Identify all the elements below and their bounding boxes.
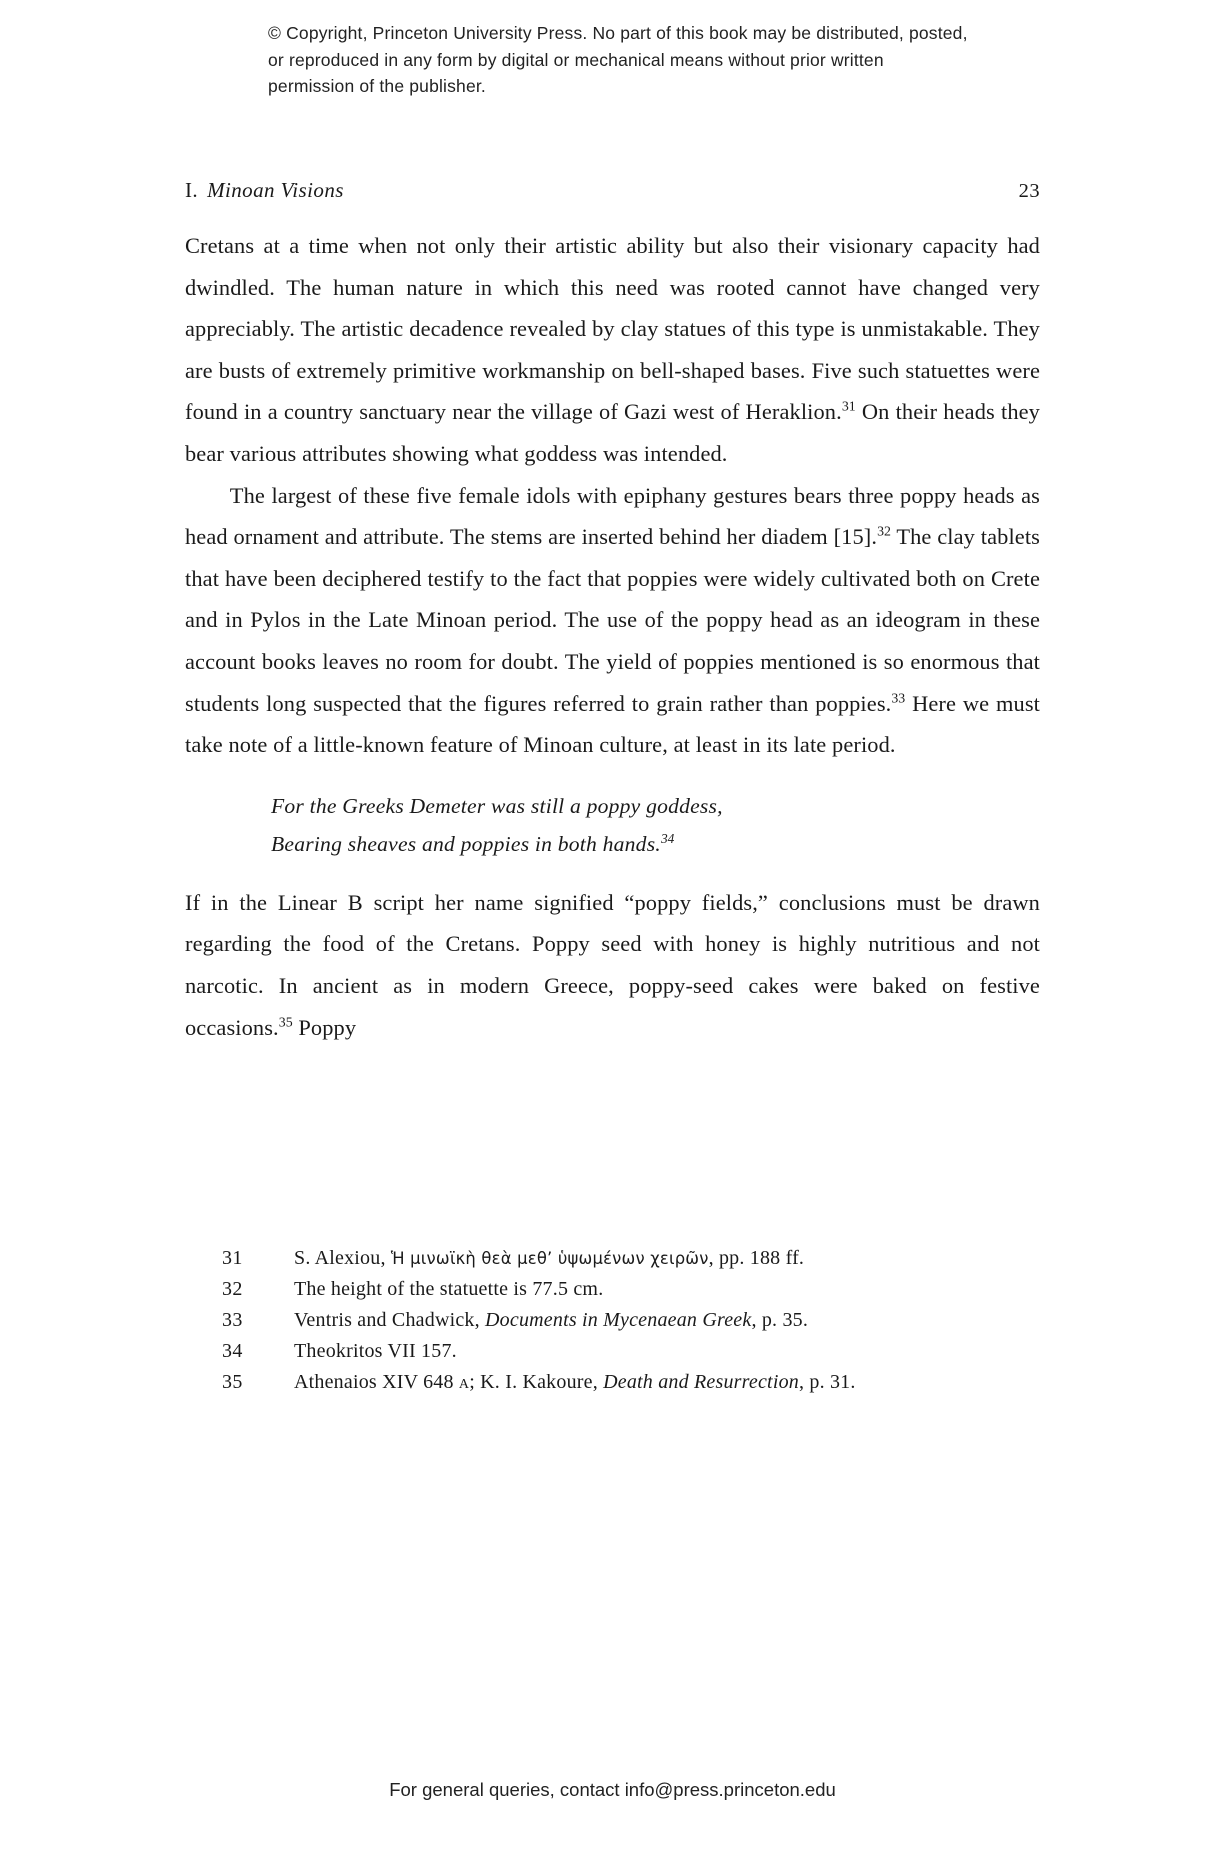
footnote-text-pre: Athenaios XIV 648	[294, 1371, 459, 1393]
footnote-marker-35: 35	[278, 1015, 293, 1031]
footnote-text-tail: , p. 31.	[798, 1371, 856, 1393]
footnote-text: The height of the statuette is 77.5 cm.	[294, 1278, 604, 1300]
footnote-list	[185, 1243, 1045, 1398]
footnote-number: 34	[222, 1340, 243, 1362]
paragraph-1-text-a: Cretans at a time when not only their artistic ability but also their visionary capacity had dwindled. The human nature in which this need was rooted cannot have changed very appreciably. The artistic decadence revealed by clay statues of this type is unmistakable. They are busts of extremely primitive workmanship on bell-shaped bases. Five such statuettes were found in a country sanctuary near the village of Gazi west of Heraklion.	[185, 233, 1040, 425]
footnote-text: Theokritos VII 157.	[294, 1340, 457, 1362]
footnote-greek: Ἡ μινωϊκὴ θεὰ μεθ’ ὑψωμένων χειρῶν	[390, 1249, 709, 1268]
footnote-text-pre: S. Alexiou,	[294, 1247, 391, 1269]
footnote-number: 35	[222, 1371, 243, 1393]
footnote-row	[185, 1274, 1045, 1305]
verse-line-2-wrapper	[271, 825, 1040, 863]
copyright-notice: © Copyright, Princeton University Press. No part of this book may be distributed, posted, or reproduced in any form by digital or mechanical means without prior written permission of the publisher.	[268, 23, 968, 97]
footnote-marker-32: 32	[877, 524, 891, 540]
footnote-marker-33: 33	[891, 691, 906, 707]
footnote-number: 33	[222, 1309, 243, 1331]
paragraph-3	[185, 882, 1040, 1048]
footnote-row	[185, 1243, 1045, 1274]
footnote-row	[185, 1336, 1045, 1367]
verse-quotation	[185, 787, 1040, 863]
page-number: 23	[1018, 180, 1040, 202]
verse-line-1: For the Greeks Demeter was still a poppy goddess,	[271, 793, 723, 818]
chapter-number: I.	[185, 178, 199, 202]
footnote-text-mid: ; K. I. Kakoure,	[469, 1371, 604, 1393]
paragraph-1	[185, 225, 1040, 475]
footnote-number: 32	[222, 1278, 243, 1300]
running-head-left	[185, 178, 344, 203]
paragraph-3-text-a: If in the Linear B script her name signified “poppy fields,” conclusions must be drawn regarding the food of the Cretans. Poppy seed with honey is highly nutritious and not narcotic. In ancient as in modern Greece, poppy-seed cakes were baked on festive occasions.	[185, 889, 1040, 1040]
footnote-marker-34: 34	[660, 830, 675, 846]
footnote-text	[262, 1305, 1045, 1336]
footnote-number: 31	[222, 1247, 243, 1269]
footnote-text	[262, 1367, 1045, 1398]
paragraph-2	[185, 475, 1040, 766]
footnote-text-tail: , p. 35.	[751, 1309, 809, 1331]
footnote-smallcaps: a	[458, 1371, 470, 1393]
paragraph-3-text-b: Poppy	[292, 1014, 357, 1040]
footnote-row	[185, 1367, 1045, 1398]
footnote-title-italic: Documents in Mycenaean Greek	[485, 1309, 752, 1331]
chapter-title: Minoan Visions	[207, 178, 344, 202]
paragraph-2-text-c: Here we must take note of a little-known feature of Minoan culture, at least in its late period.	[185, 690, 1040, 758]
footnote-title-italic: Death and Resurrection	[603, 1371, 799, 1393]
running-head	[185, 178, 1040, 203]
footnote-text	[262, 1243, 1045, 1274]
footnote-marker-31: 31	[841, 399, 856, 415]
verse-line-2: Bearing sheaves and poppies in both hands.	[271, 831, 661, 856]
paragraph-2-text-b: The clay tablets that have been deciphered testify to the fact that poppies were widely cultivated both on Crete and in Pylos in the Late Minoan period. The use of the poppy head as an ideogram in these account books leaves no room for doubt. The yield of poppies mentioned is so enormous that students long suspected that the figures referred to grain rather than poppies.	[185, 524, 1040, 716]
paragraph-1-text-b: On their heads they bear various attributes showing what goddess was intended.	[185, 399, 1040, 466]
footnote-text-pre: Ventris and Chadwick,	[294, 1309, 486, 1331]
footnote-row	[185, 1305, 1045, 1336]
paragraph-2-text-a: The largest of these five female idols with epiphany gestures bears three poppy heads as head ornament and attribute. The stems are inserted behind her diadem [15].	[185, 482, 1040, 550]
body-column	[185, 225, 1040, 1048]
footnote-text-post: , pp. 188 ff.	[708, 1247, 805, 1269]
page-footer: For general queries, contact info@press.princeton.edu	[389, 1779, 836, 1800]
